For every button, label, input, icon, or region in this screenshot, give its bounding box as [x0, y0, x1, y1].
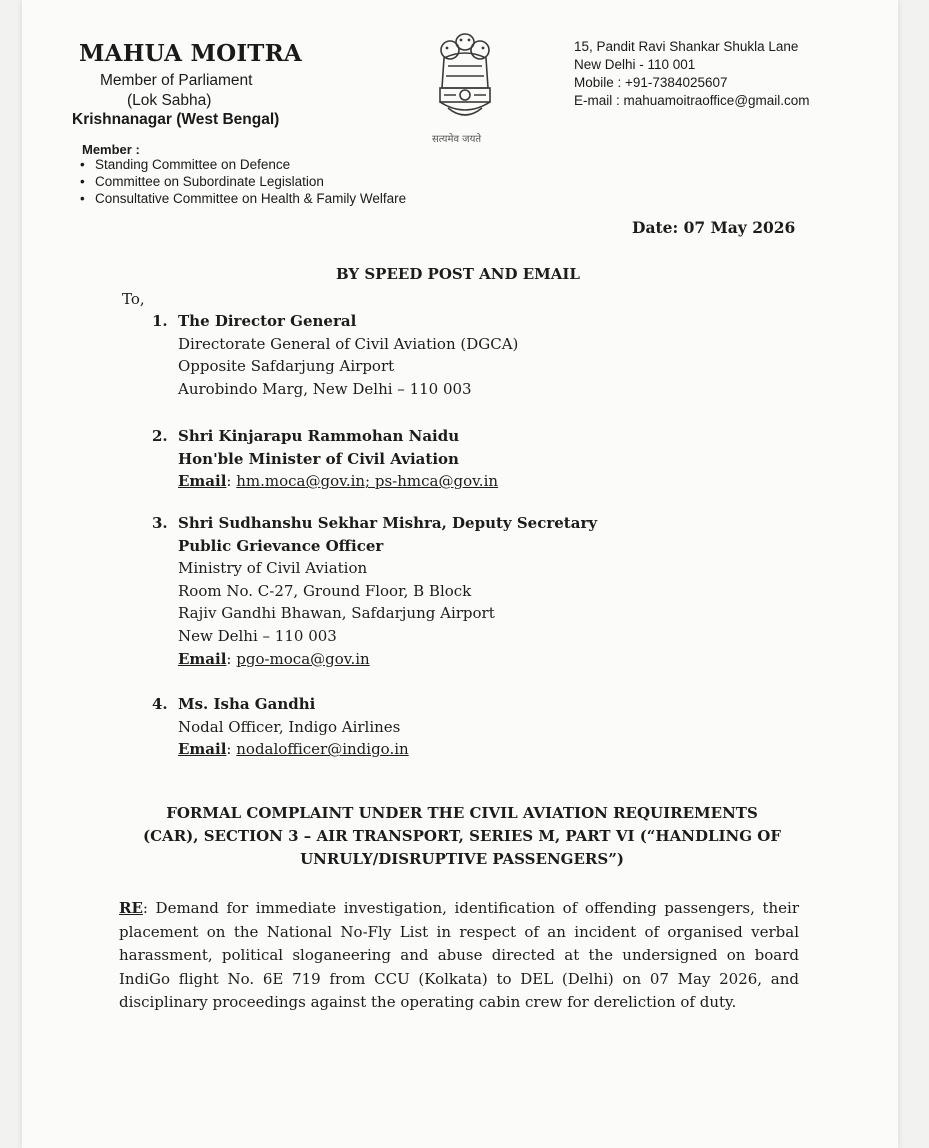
letter-page — [22, 0, 898, 1148]
recipient-line: Ministry of Civil Aviation — [178, 559, 368, 578]
office-email: E-mail : mahuamoitraoffice@gmail.com — [574, 93, 810, 108]
committee-item: • Consultative Committee on Health & Family Welfare — [80, 190, 406, 207]
recipient-name: Ms. Isha Gandhi — [178, 695, 316, 713]
recipient-line: Directorate General of Civil Aviation (DGCA) — [178, 334, 519, 353]
delivery-mode: BY SPEED POST AND EMAIL — [336, 265, 580, 283]
recipient-designation: Public Grievance Officer — [178, 536, 384, 555]
re-paragraph — [119, 897, 799, 1015]
recipient-line: New Delhi – 110 003 — [178, 627, 337, 645]
recipient-email: Email: pgo-moca@gov.in — [178, 649, 370, 668]
recipient-line: Rajiv Gandhi Bhawan, Safdarjung Airport — [178, 604, 495, 623]
recipient-email: Email: hm.moca@gov.in; ps-hmca@gov.in — [178, 472, 499, 491]
recipient-number: 2. — [152, 427, 168, 445]
recipient-name: Shri Kinjarapu Rammohan Naidu — [178, 427, 460, 445]
mp-house: (Lok Sabha) — [127, 92, 212, 109]
recipient-number: 1. — [152, 312, 168, 330]
recipient-number: 4. — [152, 695, 168, 713]
recipient-line: Aurobindo Marg, New Delhi – 110 003 — [178, 379, 472, 398]
re-label: RE — [119, 899, 143, 917]
letter-date: Date: 07 May 2026 — [632, 218, 796, 237]
recipient-line: Nodal Officer, Indigo Airlines — [178, 717, 401, 736]
recipient-number: 3. — [152, 514, 168, 532]
recipient-name: The Director General — [178, 312, 357, 330]
email-label: Email — [178, 472, 227, 491]
complaint-subject — [112, 802, 812, 871]
committee-item: • Committee on Subordinate Legislation — [80, 173, 406, 190]
office-address — [574, 38, 810, 110]
committee-list — [80, 156, 406, 207]
recipient-name: Shri Sudhanshu Sekhar Mishra, Deputy Secretary — [178, 514, 598, 532]
subject-line: UNRULY/DISRUPTIVE PASSENGERS”) — [300, 850, 624, 868]
member-label: Member : — [82, 142, 140, 157]
recipient-designation: Hon'ble Minister of Civil Aviation — [178, 449, 459, 468]
subject-line: (CAR), SECTION 3 – AIR TRANSPORT, SERIES M, PART VI (“HANDLING OF — [143, 827, 781, 845]
email-label: Email — [178, 649, 227, 668]
mp-name: MAHUA MOITRA — [79, 40, 302, 67]
email-link[interactable]: nodalofficer@indigo.in — [236, 740, 409, 759]
mobile-number: Mobile : +91-7384025607 — [574, 75, 728, 90]
email-link[interactable]: pgo-moca@gov.in — [236, 649, 370, 668]
subject-line: FORMAL COMPLAINT UNDER THE CIVIL AVIATION REQUIREMENTS — [166, 804, 758, 822]
re-text: : Demand for immediate investigation, identification of offending passengers, their placement on the National No-Fly List in respect of an incident of organised verbal harassment, political sloganeering and abuse directed at the undersigned on board IndiGo flight No. 6E 719 from CCU (Kolkata) to DEL (Delhi) on 07 May 2026, and disciplinary proceedings against the operating cabin crew for dereliction of duty. — [119, 899, 799, 1012]
to-label: To, — [122, 290, 145, 308]
mp-constituency: Krishnanagar (West Bengal) — [72, 111, 280, 128]
address-city: New Delhi - 110 001 — [574, 57, 696, 72]
email-link[interactable]: hm.moca@gov.in; ps-hmca@gov.in — [236, 472, 499, 491]
mp-title: Member of Parliament — [100, 72, 253, 89]
address-line: 15, Pandit Ravi Shankar Shukla Lane — [574, 39, 799, 54]
recipient-line: Room No. C-27, Ground Floor, B Block — [178, 581, 472, 600]
recipient-email: Email: nodalofficer@indigo.in — [178, 740, 409, 759]
committee-item: • Standing Committee on Defence — [80, 156, 406, 173]
email-label: Email — [178, 740, 227, 759]
recipient-line: Opposite Safdarjung Airport — [178, 357, 395, 376]
emblem-motto: सत्यमेव जयते — [432, 134, 482, 145]
